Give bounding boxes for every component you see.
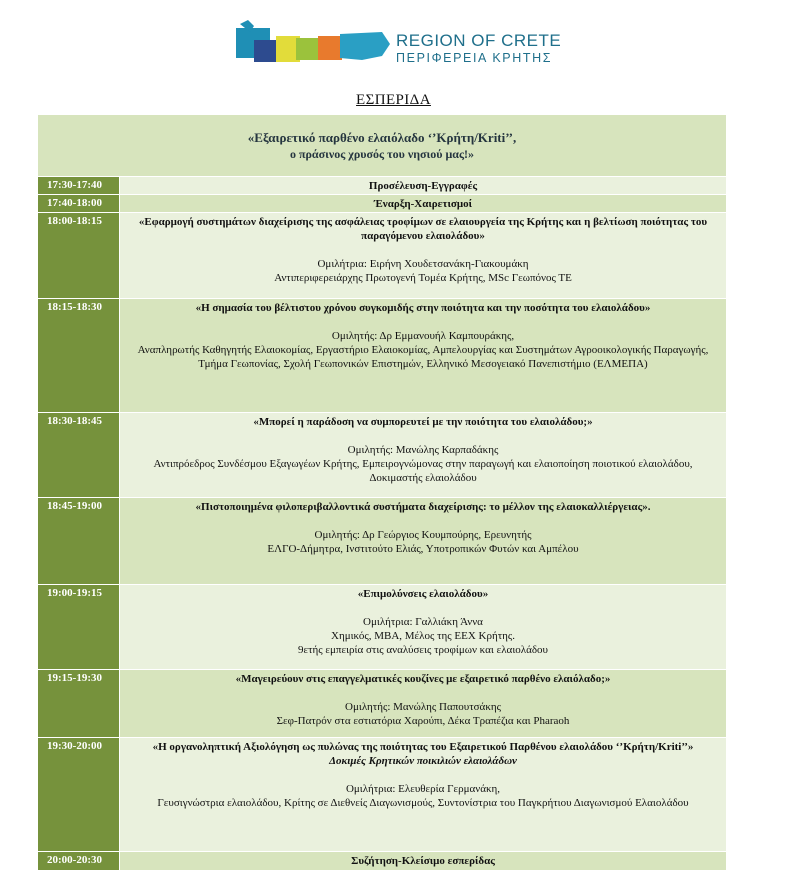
session-cell xyxy=(119,413,726,497)
table-row xyxy=(38,851,726,870)
session-time: 18:00-18:15 xyxy=(38,213,119,298)
session-speaker: Ομιλήτρια: Γαλλιάκη Άννα xyxy=(363,616,483,628)
table-row xyxy=(38,298,726,412)
session-title: Προσέλευση-Εγγραφές xyxy=(368,180,478,192)
session-speaker: Ομιλήτρια: Ελευθερία Γερμανάκη, xyxy=(345,783,501,795)
session-time: 20:00-20:30 xyxy=(38,852,119,870)
session-title: «Η σημασία του βέλτιστου χρόνου συγκομιδής στην ποιότητα και την ποσότητα του ελαιολάδου» xyxy=(195,302,651,314)
region-of-crete-logo xyxy=(232,18,392,72)
table-row xyxy=(38,737,726,851)
session-time: 19:00-19:15 xyxy=(38,585,119,669)
session-subtitle: Δοκιμές Κρητικών ποικιλιών ελαιολάδων xyxy=(329,755,517,767)
session-speaker-details: ΕΛΓΟ-Δήμητρα, Ινστιτούτο Ελιάς, Υποτροπικών Φυτών και Αμπέλου xyxy=(267,543,579,555)
table-row xyxy=(38,194,726,212)
banner-line-1: «Εξαιρετικό παρθένο ελαιόλαδο ‘’Κρήτη/Kriti’’, xyxy=(247,130,517,145)
brand-text xyxy=(396,32,561,66)
page-header xyxy=(232,18,562,74)
session-speaker-details-2: 9ετής εμπειρία στις αναλύσεις τροφίμων και ελαιολάδου xyxy=(297,644,549,656)
session-title: «Εφαρμογή συστημάτων διαχείρισης της ασφάλειας τροφίμων σε ελαιουργεία της Κρήτης και η βελτίωση ποιότητας του παραγόμενου ελαιολάδου» xyxy=(138,216,708,242)
table-row xyxy=(38,176,726,194)
session-speaker-details: Αναπληρωτής Καθηγητής Ελαιοκομίας, Εργαστήριο Ελαιοκομίας, Αμπελουργίας και Συστημάτων Αγροοικολογικής Παραγωγής, Τμήμα Γεωπονίας, Σχολή Γεωπονικών Επιστημών, Ελληνικό Μεσογειακό Πανεπιστήμιο (ΕΛΜΕΠΑ) xyxy=(137,344,709,370)
session-cell xyxy=(119,852,726,870)
banner-line-2: ο πράσινος χρυσός του νησιού μας!» xyxy=(289,147,475,161)
session-time: 17:40-18:00 xyxy=(38,195,119,212)
session-title: Έναρξη-Χαιρετισμοί xyxy=(374,198,472,210)
session-title: Συζήτηση-Κλείσιμο εσπερίδας xyxy=(351,855,495,867)
session-speaker-details: Σεφ-Πατρόν στα εστιατόρια Χαρούπι, Δέκα Τραπέζια και Pharaoh xyxy=(276,715,570,727)
table-row xyxy=(38,497,726,584)
table-row xyxy=(38,584,726,669)
session-cell xyxy=(119,585,726,669)
event-banner xyxy=(38,115,726,176)
brand-name-en: REGION OF CRETE xyxy=(396,31,562,50)
session-speaker-details: Αντιπρόεδρος Συνδέσμου Εξαγωγέων Κρήτης, Εμπειρογνώμονας στην παραγωγή και ελαιοποίηση ποιοτικού ελαιολάδου, Δοκιμαστής ελαιολάδου xyxy=(153,458,693,484)
session-cell xyxy=(119,498,726,584)
session-title: «Μαγειρεύουν στις επαγγελματικές κουζίνες με εξαιρετικό παρθένο ελαιόλαδο;» xyxy=(235,673,611,685)
session-time: 18:15-18:30 xyxy=(38,299,119,412)
session-time: 18:45-19:00 xyxy=(38,498,119,584)
table-row xyxy=(38,669,726,737)
session-speaker-details: Αντιπεριφερειάρχης Πρωτογενή Τομέα Κρήτης, MSc Γεωπόνος ΤΕ xyxy=(274,272,572,284)
program-table xyxy=(38,115,726,870)
session-speaker: Ομιλήτρια: Ειρήνη Χουδετσανάκη-Γιακουμάκη xyxy=(317,258,529,270)
session-cell xyxy=(119,177,726,194)
table-row xyxy=(38,412,726,497)
session-speaker: Ομιλητής: Μανώλης Παπουτσάκης xyxy=(345,701,501,713)
session-time: 17:30-17:40 xyxy=(38,177,119,194)
session-cell xyxy=(119,738,726,851)
session-speaker: Ομιλητής: Δρ Εμμανουήλ Καμπουράκης, xyxy=(331,330,515,342)
session-title: «Μπορεί η παράδοση να συμπορευτεί με την ποιότητα του ελαιολάδου;» xyxy=(253,416,593,428)
brand-name-gr: ΠΕΡΙΦΕΡΕΙΑ ΚΡΗΤΗΣ xyxy=(396,51,553,65)
session-title: «Πιστοποιημένα φιλοπεριβαλλοντικά συστήματα διαχείρισης: το μέλλον της ελαιοκαλλιέργειας». xyxy=(195,501,651,513)
table-row xyxy=(38,212,726,298)
page-title: ΕΣΠΕΡΙΔΑ xyxy=(356,92,431,108)
session-speaker-details: Γευσιγνώστρια ελαιολάδου, Κρίτης σε Διεθνείς Διαγωνισμούς, Συντονίστρια του Παγκρήτιου Διαγωνισμού Ελαιολάδου xyxy=(157,797,689,809)
session-time: 19:15-19:30 xyxy=(38,670,119,737)
session-speaker: Ομιλητής: Μανώλης Καρπαδάκης xyxy=(347,444,499,456)
session-speaker-details: Χημικός, MBA, Μέλος της ΕΕΧ Κρήτης. xyxy=(331,630,515,642)
session-title: «Η οργανοληπτική Αξιολόγηση ως πυλώνας της ποιότητας του Εξαιρετικού Παρθένου ελαιολάδου ‘’Κρήτη/Kriti’’» xyxy=(152,741,694,753)
session-speaker: Ομιλητής: Δρ Γεώργιος Κουμπούρης, Ερευνητής xyxy=(314,529,532,541)
session-cell xyxy=(119,299,726,412)
session-time: 18:30-18:45 xyxy=(38,413,119,497)
session-time: 19:30-20:00 xyxy=(38,738,119,851)
session-cell xyxy=(119,195,726,212)
session-cell xyxy=(119,670,726,737)
session-title: «Επιμολύνσεις ελαιολάδου» xyxy=(357,588,489,600)
session-cell xyxy=(119,213,726,298)
